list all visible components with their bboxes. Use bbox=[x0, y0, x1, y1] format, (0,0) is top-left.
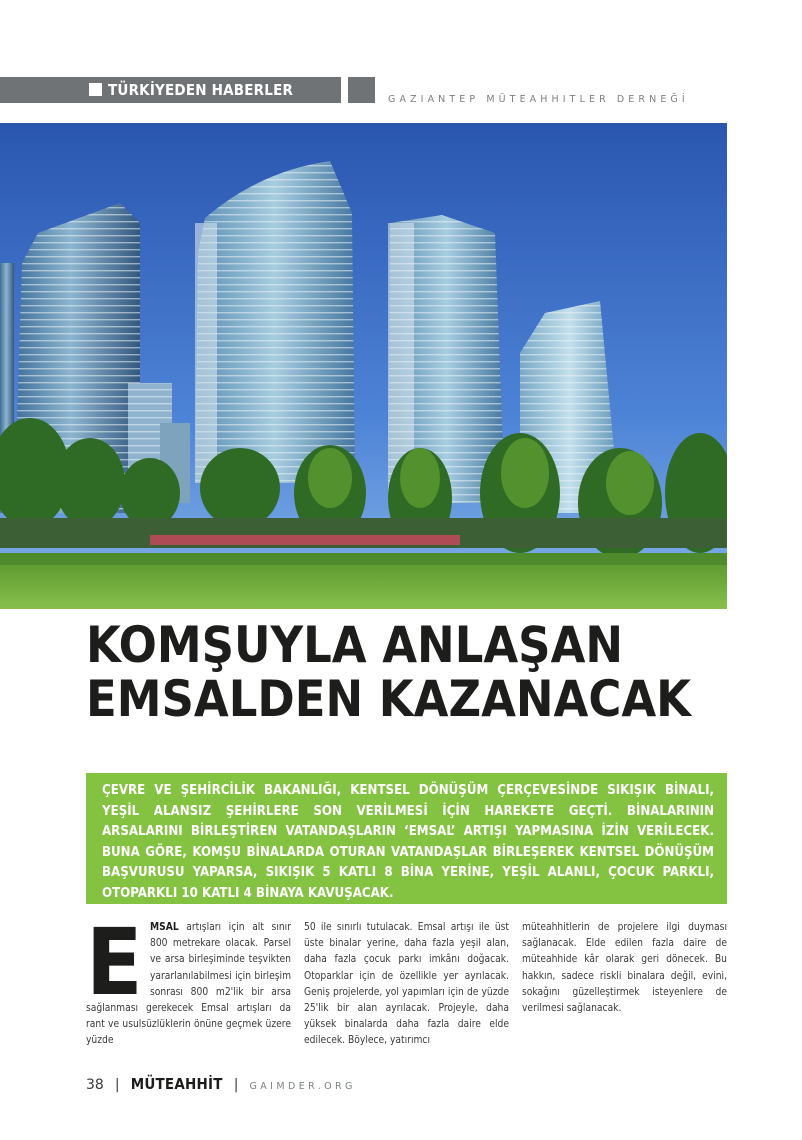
first-word: MSAL bbox=[150, 922, 179, 933]
drop-cap: E bbox=[86, 909, 143, 1016]
tower-2 bbox=[195, 161, 355, 483]
article-headline bbox=[86, 618, 746, 726]
magazine-name: MÜTEAHHİT bbox=[130, 1075, 223, 1093]
body-column-1 bbox=[86, 909, 291, 1050]
page-number: 38 bbox=[86, 1077, 104, 1093]
square-bullet-icon bbox=[89, 83, 102, 96]
website: GAIMDER.ORG bbox=[249, 1081, 356, 1092]
headline-line-1: KOMŞUYLA ANLAŞAN bbox=[86, 616, 624, 674]
lead-box bbox=[86, 773, 727, 904]
page-footer bbox=[86, 1074, 356, 1094]
association-name: GAZIANTEP MÜTEAHHITLER DERNEĞİ bbox=[388, 94, 689, 105]
body-column-2: 50 ile sınırlı tutulacak. Emsal artışı ile üst üste binalar yerine, daha fazla yeşil alan, daha fazla çocuk parkı imkânı doğacak. Otoparklar için de özellikle yer ayrılacak. Geniş projelerde, yol yapımları için de yüzde 25'lik bir alan ayrılacak. Projeyle, daha yüksek binalarda daha fazla daire elde edilecek. Böylece, yatırımcı bbox=[304, 922, 509, 1047]
lead-text: ÇEVRE VE ŞEHİRCİLİK BAKANLIĞI, KENTSEL DÖNÜŞÜM ÇERÇEVESİNDE SIKIŞIK BİNALI, YEŞİL ALANSIZ ŞEHİRLERE SON VERİLMESİ İÇİN HAREKETE GEÇTİ. BİNALARININ ARSALARINI BİRLEŞTİREN VATANDAŞLARIN ‘EMSAL’ ARTIŞI YAPMASINA İZİN VERİLECEK. BUNA GÖRE, KOMŞU BİNALARDA OTURAN VATANDAŞLAR BİRLEŞEREK KENTSEL DÖNÜŞÜM BAŞVURUSU YAPARSA, SIKIŞIK 5 KATLI 8 BİNA YERİNE, YEŞİL ALANLI, ÇOCUK PARKLI, OTOPARKLI 10 KATLI 4 BİNAYA KAVUŞACAK. bbox=[102, 783, 714, 901]
article-body bbox=[86, 909, 727, 1070]
body-column-3: müteahhitlerin de projelere ilgi duyması sağlanacak. Elde edilen fazla daire de müteahhide kâr olarak geri dönecek. Bu hakkın, sadece riskli binalara değil, evini, sokağını güzelleştirmek isteyenlere de verilmesi sağlanacak. bbox=[522, 922, 727, 1015]
column-1-text: artışları için alt sınır 800 metrekare olacak. Parsel ve arsa birleşiminde teşvikten yararlanılabilmesi için birleşim sonrası 800 m2'lik bir arsa sağlanması gerekecek Emsal artışları da rant ve usulsüzlüklerin önüne geçmek üzere yüzde bbox=[86, 922, 291, 1047]
city-towers-photo bbox=[0, 123, 727, 609]
headline-line-2: EMSALDEN KAZANACAK bbox=[86, 670, 692, 728]
footer-separator: | bbox=[114, 1077, 120, 1093]
header-accent-block bbox=[348, 77, 375, 103]
footer-separator-2: | bbox=[233, 1077, 239, 1093]
section-label: TÜRKİYEDEN HABERLER bbox=[108, 81, 294, 99]
